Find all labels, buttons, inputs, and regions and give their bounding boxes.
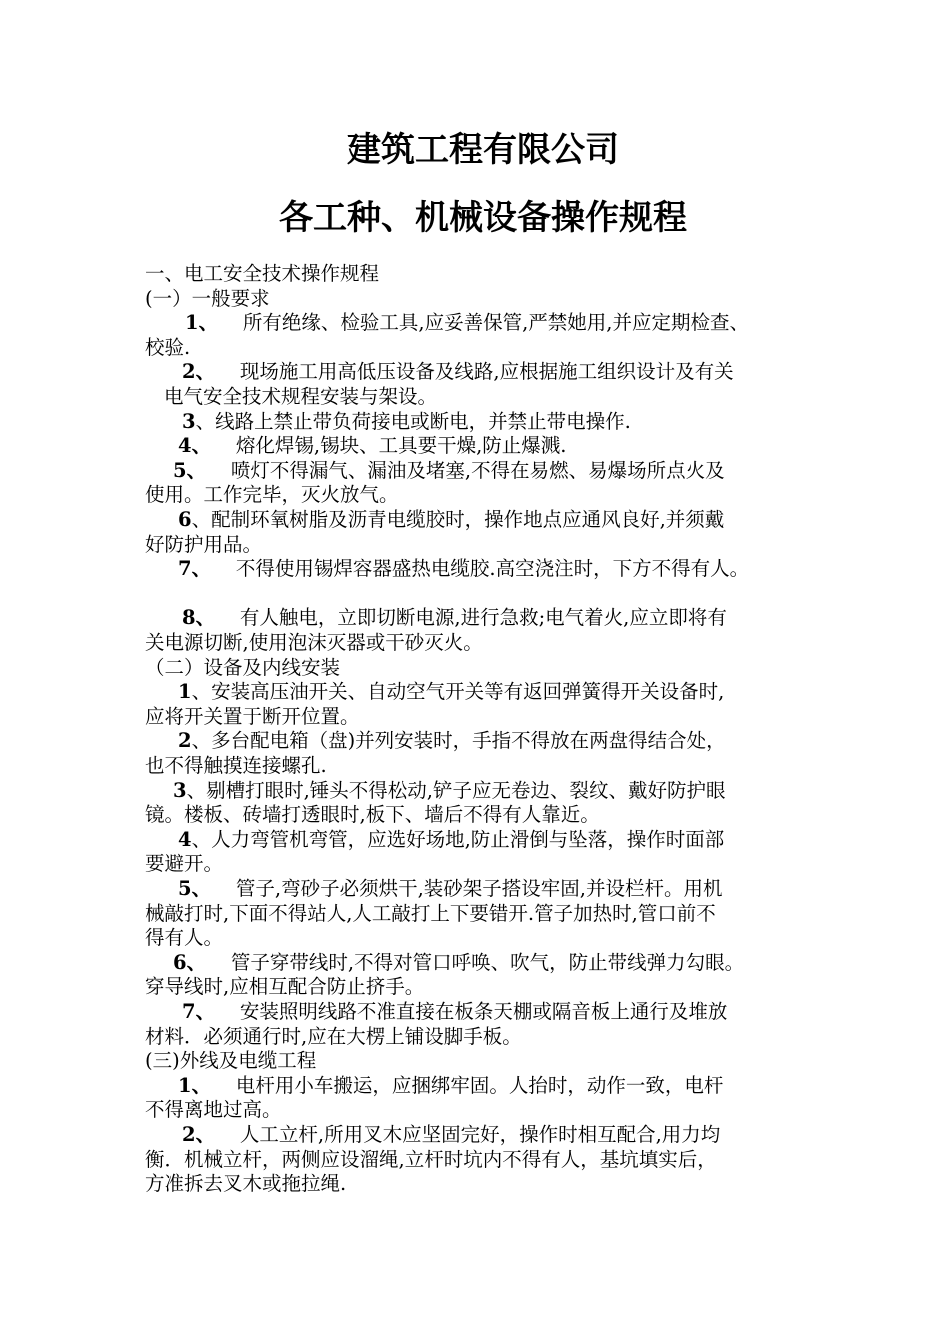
text-line: [178, 1074, 723, 1098]
item-number: 4、: [178, 434, 212, 458]
text-line: [182, 410, 631, 434]
line-text: 管子,弯砂子必须烘干,装砂架子搭设牢固,并设栏杆。用机: [211, 877, 723, 900]
text-line: [182, 360, 734, 384]
item-number: 7、: [182, 1000, 216, 1023]
line-text: 应将开关置于断开位置。: [145, 704, 360, 728]
line-text: 、剔槽打眼时,锤头不得松动,铲子应无卷边、裂纹、戴好防护眼: [186, 778, 726, 802]
item-number: 6、: [173, 950, 207, 974]
item-number: 3: [182, 409, 196, 433]
line-text: （二）设备及内线安装: [145, 655, 341, 679]
item-number: 2、: [182, 360, 216, 384]
text-line: [145, 754, 327, 778]
text-line: [145, 631, 483, 655]
line-text: 熔化焊锡,锡块、工具要干燥,防止爆溅.: [211, 434, 567, 458]
text-line: [178, 557, 749, 581]
line-text: 、多台配电箱（盘)并列安装时，手指不得放在两盘得结合处，: [191, 729, 726, 753]
text-line: [145, 1049, 316, 1073]
item-number: 5、: [173, 458, 207, 482]
text-line: [185, 311, 749, 335]
text-line: [145, 902, 716, 926]
text-line: [145, 1172, 346, 1196]
text-line: [173, 459, 725, 483]
line-text: 安装照明线路不准直接在板条天棚或隔音板上通行及堆放: [215, 1000, 728, 1023]
line-text: (一）一般要求: [145, 286, 270, 310]
text-line: [178, 680, 724, 704]
item-number: 1、: [185, 311, 219, 335]
item-number: 8、: [182, 606, 216, 630]
line-text: 现场施工用高低压设备及线路,应根据施工组织设计及有关: [215, 360, 734, 384]
text-line: [182, 606, 727, 630]
line-text: 穿导线时,应相互配合防止挤手。: [145, 975, 425, 999]
line-text: 、人力弯管机弯管，应选好场地,防止滑倒与坠落，操作时面部: [191, 827, 725, 851]
line-text: 得有人。: [145, 926, 224, 950]
text-line: [145, 975, 424, 999]
line-text: 喷灯不得漏气、漏油及堵塞,不得在易燃、易爆场所点火及: [206, 458, 725, 482]
text-line: [173, 951, 744, 975]
line-text: 衡．机械立杆，两侧应设溜绳,立杆时坑内不得有人，基坑填实后，: [145, 1147, 717, 1171]
line-text: 一、电工安全技术操作规程: [145, 262, 380, 285]
line-text: 好防护用品。: [145, 532, 263, 556]
document-title: 各工种、机械设备操作规程: [279, 198, 687, 238]
text-line: [173, 779, 725, 803]
text-line: [145, 533, 262, 557]
text-line: [145, 1148, 717, 1172]
line-text: 关电源切断,使用泡沫灭器或干砂灭火。: [145, 631, 483, 654]
text-line: [145, 336, 190, 360]
line-text: 、配制环氧树脂及沥青电缆胶时，操作地点应通风良好,并须戴: [191, 508, 725, 531]
line-text: 也不得触摸连接螺孔.: [145, 754, 327, 777]
text-line: [178, 877, 722, 901]
item-number: 4: [178, 827, 192, 851]
text-line: [182, 1000, 727, 1024]
item-number: 2: [178, 729, 192, 753]
item-number: 1、: [178, 1073, 212, 1097]
line-text: 电杆用小车搬运，应捆绑牢固。人抬时，动作一致，电杆: [211, 1073, 724, 1097]
text-line: [145, 926, 223, 950]
line-text: 电气安全技术规程安装与架设。: [164, 385, 438, 408]
line-text: 镜。楼板、砖墙打透眼时,板下、墙后不得有人靠近。: [145, 803, 600, 827]
text-line: [145, 803, 600, 827]
text-line: [145, 852, 223, 876]
text-line: [178, 828, 724, 852]
text-line: [178, 508, 724, 532]
line-text: 管子穿带线时,不得对管口呼唤、吹气，防止带线弹力勾眼。: [206, 950, 745, 974]
text-line: [145, 1098, 282, 1122]
line-text: 材料．必须通行时,应在大楞上铺设脚手板。: [145, 1024, 522, 1048]
text-line: [145, 483, 399, 507]
text-line: [178, 434, 566, 458]
text-line: [164, 385, 437, 409]
item-number: 1: [178, 680, 192, 704]
line-text: 、安装高压油开关、自动空气开关等有返回弹簧得开关设备时,: [191, 680, 725, 704]
item-number: 5、: [178, 877, 212, 900]
item-number: 3: [173, 778, 187, 802]
item-number: 7、: [178, 557, 212, 581]
item-number: 2、: [182, 1123, 216, 1146]
line-text: 不得使用锡焊容器盛热电缆胶.高空浇注时，下方不得有人。: [211, 557, 750, 581]
line-text: 人工立杆,所用叉木应坚固完好，操作时相互配合,用力均: [215, 1123, 721, 1146]
line-text: 械敲打时,下面不得站人,人工敲打上下要错开.管子加热时,管口前不: [145, 901, 716, 925]
text-line: [145, 656, 340, 680]
text-line: [145, 287, 270, 311]
line-text: 有人触电，立即切断电源,进行急救;电气着火,应立即将有: [215, 606, 727, 630]
line-text: 不得离地过高。: [145, 1098, 282, 1122]
line-text: 方准拆去叉木或拖拉绳.: [145, 1172, 347, 1196]
text-line: [145, 262, 379, 286]
text-line: [145, 705, 360, 729]
line-text: 校验.: [145, 335, 191, 359]
line-text: 、线路上禁止带负荷接电或断电，并禁止带电操作.: [195, 409, 631, 433]
text-line: [178, 729, 726, 753]
text-line: [182, 1123, 720, 1147]
line-text: 所有绝缘、检验工具,应妥善保管,严禁她用,并应定期检查、: [218, 311, 749, 335]
line-text: 要避开。: [145, 852, 224, 876]
item-number: 6: [178, 508, 192, 531]
text-line: [145, 1025, 522, 1049]
company-name: 建筑工程有限公司: [347, 130, 619, 170]
line-text: (三)外线及电缆工程: [145, 1049, 317, 1073]
line-text: 使用。工作完毕，灭火放气。: [145, 483, 399, 507]
